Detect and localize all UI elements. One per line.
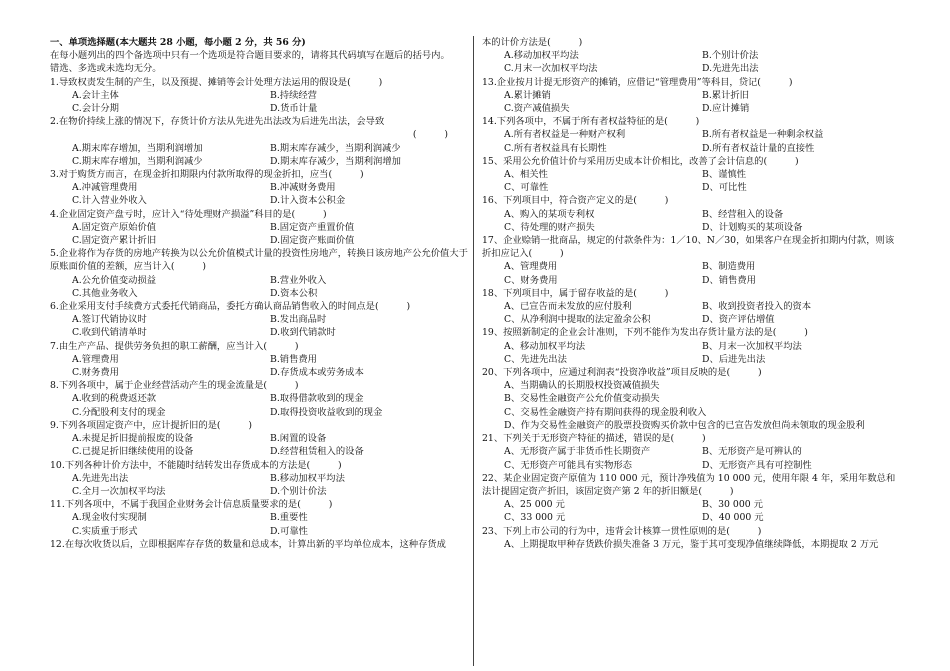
answer-option: A.所有者权益是一种财产权利 [504, 129, 626, 141]
answer-option: C、从净利润中提取的法定盈余公积 [504, 314, 651, 326]
answer-option: B.闲置的设备 [270, 433, 327, 445]
answer-option: D.取得投资收益收到的现金 [270, 406, 383, 418]
answer-option: D、作为交易性金融资产的股票投资购买价款中包含的已宣告发放但尚未领取的现金股利 [504, 419, 865, 431]
right-column [482, 36, 900, 551]
answer-bracket: ( ) [412, 129, 448, 141]
answer-option: B.累计折旧 [702, 89, 749, 101]
instruction-line: 在每小题列出的四个备选项中只有一个选项是符合题目要求的，请将其代码填写在题后的括号内。 [50, 50, 450, 62]
answer-option: C.会计分期 [72, 103, 119, 115]
answer-option: C、待处理的财产损失 [504, 221, 595, 233]
option-grid [50, 142, 468, 168]
answer-option: B、谨慎性 [702, 169, 747, 181]
question-block [50, 498, 468, 538]
answer-option: D.期末库存减少，当期利润增加 [270, 155, 401, 167]
answer-option: A.会计主体 [72, 89, 119, 101]
answer-option: B.取得借款收到的现金 [270, 393, 364, 405]
question-text: 21、下列关于无形资产特征的描述，错误的是( ) [482, 433, 706, 445]
option-grid [482, 128, 900, 154]
question-text: 19、按照新制定的企业会计准则，下列不能作为发出存货计量方法的是( ) [482, 327, 808, 339]
question-block [50, 459, 468, 499]
answer-option: D.资本公积 [270, 287, 318, 299]
option-grid [482, 379, 900, 432]
answer-option: C.分配股利支付的现金 [72, 406, 166, 418]
answer-option: B.营业外收入 [270, 274, 327, 286]
answer-option: D、40 000 元 [702, 512, 764, 524]
answer-option: A.公允价值变动损益 [72, 274, 157, 286]
answer-option: C.资产减值损失 [504, 103, 570, 115]
option-grid [482, 498, 900, 524]
option-grid [50, 89, 468, 115]
answer-option: C.其他业务收入 [72, 287, 138, 299]
question-block [50, 538, 468, 551]
answer-option: B.所有者权益是一种剩余权益 [702, 129, 824, 141]
answer-option: A.冲减管理费用 [72, 182, 138, 194]
answer-option: A、购入的某项专利权 [504, 208, 595, 220]
instruction-line: 错选、多选或未选均无分。 [50, 63, 162, 75]
question-text: 9.下列各项固定资产中，应计提折旧的是( ) [50, 419, 253, 431]
answer-option: C.期末库存增加，当期利润减少 [72, 155, 203, 167]
answer-option: A.固定资产原始价值 [72, 221, 157, 233]
answer-option: C.收到代销清单时 [72, 327, 147, 339]
answer-option: D.所有者权益计量的直接性 [702, 142, 815, 154]
option-grid [50, 274, 468, 300]
option-grid [50, 432, 468, 458]
question-block [50, 340, 468, 380]
question-text: 11.下列各项中，不属于我国企业财务会计信息质量要求的是( ) [50, 499, 333, 511]
question-text: 17、企业赊销一批商品，规定的付款条件为：1／10、N／30，如果客户在现金折扣期内付款，则该折扣应记入( ) [482, 235, 895, 260]
answer-option: A.收到的税费返还款 [72, 393, 157, 405]
question-text: 23、下列上市公司的行为中，违背会计核算一贯性原则的是( ) [482, 525, 762, 537]
question-text: 16、下列项目中，符合资产定义的是( ) [482, 195, 669, 207]
answer-option: A.现金收付实现制 [72, 512, 147, 524]
answer-option: D.可靠性 [270, 525, 308, 537]
question-text: 20、下列各项中，应通过利润表“投资净收益”项目反映的是( ) [482, 367, 762, 379]
answer-option: B.个别计价法 [702, 50, 759, 62]
answer-option: B、收到投资者投入的资本 [702, 301, 812, 313]
answer-option: D.先进先出法 [702, 63, 759, 75]
answer-option: C.实质重于形式 [72, 525, 138, 537]
answer-option: A、当期确认的长期股权投资减值损失 [504, 380, 660, 392]
answer-option: A、移动加权平均法 [504, 340, 586, 352]
answer-option: C.财务费用 [72, 367, 119, 379]
answer-option: D.个别计价法 [270, 485, 327, 497]
question-block [50, 168, 468, 208]
answer-option: A.管理费用 [72, 353, 119, 365]
option-grid [482, 445, 900, 471]
answer-option: D、无形资产具有可控制性 [702, 459, 812, 471]
question-block [50, 76, 468, 116]
answer-option: B.移动加权平均法 [270, 472, 345, 484]
answer-option: B.发出商品时 [270, 314, 327, 326]
question-block [482, 525, 900, 551]
answer-option: D、销售费用 [702, 274, 756, 286]
question-block [482, 472, 900, 525]
question-text: 本的计价方法是( ) [482, 37, 583, 48]
answer-option: C、交易性金融资产持有期间获得的现金股利收入 [504, 406, 707, 418]
answer-option: B、经营租入的设备 [702, 208, 784, 220]
option-grid [50, 392, 468, 418]
question-text: 10.下列各种计价方法中，不能随时结转发出存货成本的方法是( ) [50, 459, 342, 471]
question-text: 12.在每次收货以后，立即根据库存存货的数量和总成本，计算出新的平均单位成本，这种存货成 [50, 538, 446, 550]
question-block [50, 379, 468, 419]
question-text: 8.下列各项中，属于企业经营活动产生的现金流量是( ) [50, 380, 299, 392]
question-block [482, 366, 900, 432]
answer-option: D.应计摊销 [702, 103, 750, 115]
option-grid [50, 221, 468, 247]
answer-option: C.全月一次加权平均法 [72, 485, 166, 497]
question-block [482, 432, 900, 472]
section-title: 一、单项选择题(本大题共 28 小题，每小题 2 分，共 56 分) [50, 37, 306, 48]
answer-option: D.固定资产账面价值 [270, 235, 355, 247]
option-grid [482, 538, 900, 551]
question-block [50, 300, 468, 340]
question-block [482, 234, 900, 287]
question-block [482, 155, 900, 195]
answer-option: A.移动加权平均法 [504, 50, 579, 62]
question-block [482, 36, 900, 76]
question-text: 4.企业固定资产盘亏时，应计入“待处理财产损溢”科目的是( ) [50, 208, 327, 220]
answer-option: C、财务费用 [504, 274, 558, 286]
answer-option: D、计划购买的某项设备 [702, 221, 803, 233]
answer-option: B、30 000 元 [702, 499, 763, 511]
option-grid [482, 300, 900, 326]
option-grid [50, 181, 468, 207]
column-divider [473, 36, 474, 666]
answer-option: A.期末库存增加，当期利润增加 [72, 142, 203, 154]
answer-option: D.存货成本或劳务成本 [270, 367, 364, 379]
answer-option: B.重要性 [270, 512, 308, 524]
answer-option: A、已宣告而未发放的应付股利 [504, 301, 632, 313]
option-grid [482, 168, 900, 194]
answer-option: B、制造费用 [702, 261, 756, 273]
answer-option: D.计入资本公积金 [270, 195, 346, 207]
answer-option: A.签订代销协议时 [72, 314, 147, 326]
question-block [482, 326, 900, 366]
answer-option: A、25 000 元 [504, 499, 565, 511]
answer-option: B.期末库存减少，当期利润减少 [270, 142, 401, 154]
answer-option: C.月末一次加权平均法 [504, 63, 598, 75]
question-block [482, 194, 900, 234]
answer-option: B、月末一次加权平均法 [702, 340, 802, 352]
question-text: 2.在物价持续上涨的情况下，存货计价方法从先进先出法改为后进先出法，会导致 [50, 116, 385, 128]
option-grid [482, 89, 900, 115]
answer-option: A、无形资产属于非货币性长期资产 [504, 446, 651, 458]
option-grid [50, 472, 468, 498]
question-text: 6.企业采用支付手续费方式委托代销商品，委托方确认商品销售收入的时间点是( ) [50, 301, 411, 313]
option-grid [482, 260, 900, 286]
option-grid [50, 511, 468, 537]
question-text: 14.下列各项中，不属于所有者权益特征的是( ) [482, 116, 700, 128]
answer-option: C.固定资产累计折旧 [72, 235, 157, 247]
answer-option: B.冲减财务费用 [270, 182, 336, 194]
option-grid [482, 340, 900, 366]
left-column [50, 36, 468, 551]
answer-option: A、上期提取甲种存货跌价损失准备 3 万元，鉴于其可变现净值继续降低，本期提取 2 万元 [504, 538, 879, 550]
question-text: 1.导致权责发生制的产生，以及预提、摊销等会计处理方法运用的假设是( ) [50, 76, 383, 88]
answer-option: B.销售费用 [270, 353, 317, 365]
question-text: 13.企业按月计提无形资产的摊销，应借记“管理费用”等科目，贷记( ) [482, 76, 793, 88]
answer-option: D.收到代销款时 [270, 327, 336, 339]
answer-option: B、交易性金融资产公允价值变动损失 [504, 393, 660, 405]
answer-option: C.所有者权益具有长期性 [504, 142, 607, 154]
answer-option: D.经营租赁租入的设备 [270, 446, 364, 458]
option-grid [482, 208, 900, 234]
answer-option: C、可靠性 [504, 182, 549, 194]
answer-option: A、相关性 [504, 169, 548, 181]
question-text: 7.由生产产品、提供劳务负担的职工薪酬，应当计入( ) [50, 340, 299, 352]
option-grid [50, 353, 468, 379]
question-block [482, 115, 900, 155]
question-block [50, 419, 468, 459]
answer-option: A.先进先出法 [72, 472, 129, 484]
question-text: 22、某企业固定资产原值为 110 000 元，预计净残值为 10 000 元，使用年限 4 年，采用年数总和法计提固定资产折旧，该固定资产第 2 年的折旧额是( ) [482, 472, 896, 497]
question-text: 15、采用公允价值计价与采用历史成本计价相比，改善了会计信息的( ) [482, 155, 799, 167]
answer-option: A.累计摊销 [504, 89, 551, 101]
question-block [482, 76, 900, 116]
question-text: 3.对于购货方而言，在现金折扣期限内付款所取得的现金折扣，应当( ) [50, 169, 364, 181]
answer-option: C.计入营业外收入 [72, 195, 147, 207]
question-block [482, 287, 900, 327]
answer-option: C、先进先出法 [504, 353, 567, 365]
question-text: 5.企业将作为存货的房地产转换为以公允价值模式计量的投资性房地产，转换日该房地产公允价值大于原账面价值的差额，应当计入( ) [50, 248, 468, 273]
answer-option: B、无形资产是可辨认的 [702, 446, 802, 458]
question-text: 18、下列项目中，属于留存收益的是( ) [482, 287, 669, 299]
answer-option: A、管理费用 [504, 261, 558, 273]
question-block [50, 115, 468, 168]
answer-option: B.持续经营 [270, 89, 317, 101]
answer-option: D、后进先出法 [702, 353, 766, 365]
question-block [50, 247, 468, 300]
question-block [50, 208, 468, 248]
answer-option: D.货币计量 [270, 103, 318, 115]
answer-option: C、无形资产可能具有实物形态 [504, 459, 632, 471]
answer-option: D、可比性 [702, 182, 747, 194]
answer-option: A.未提足折旧提前报废的设备 [72, 433, 194, 445]
option-grid [482, 49, 900, 75]
answer-option: B.固定资产重置价值 [270, 221, 355, 233]
option-grid [50, 313, 468, 339]
answer-option: C.已提足折旧继续使用的设备 [72, 446, 194, 458]
answer-option: C、33 000 元 [504, 512, 566, 524]
answer-option: D、资产评估增值 [702, 314, 775, 326]
